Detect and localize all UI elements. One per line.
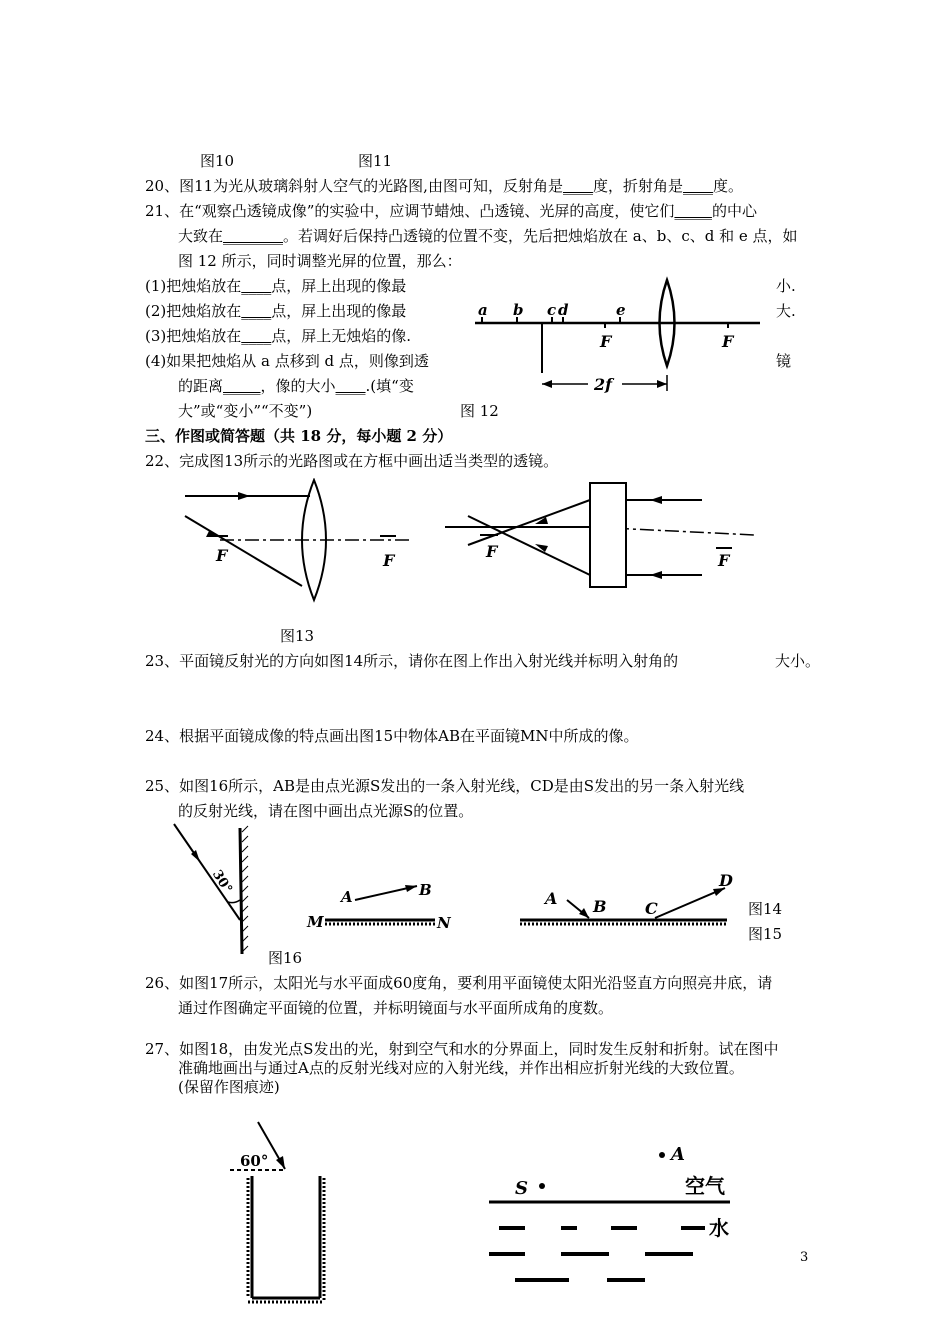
label-water: 水 [709, 1216, 729, 1240]
point-e: e [616, 301, 626, 319]
question-25-line1: 25、如图16所示，AB是由点光源S发出的一条入射光线，CD是由S发出的另一条入射光线 [145, 777, 745, 795]
q21-text: 。若调好后保持凸透镜的位置不变，先后把烛焰放在 a、b、c、d 和 e 点，如 [283, 227, 798, 245]
figure-16 [515, 868, 745, 930]
question-23-end: 大小。 [775, 652, 821, 670]
figure-13-right [440, 480, 760, 592]
q21-sub4-end: 镜 [776, 352, 792, 370]
focus-right: F [383, 551, 395, 570]
caption-fig15: 图15 [748, 925, 783, 943]
question-23: 23、平面镜反射光的方向如图14所示，请你在图上作出入射光线并标明入射角的 [145, 652, 679, 670]
q21-text: 21、在“观察凸透镜成像”的实验中，应调节蜡烛、凸透镜、光屏的高度，使它们 [145, 202, 675, 220]
q21-text: (3)把烛焰放在 [145, 327, 242, 345]
question-27-line1: 27、如图18，由发光点S发出的光，射到空气和水的分界面上，同时发生反射和折射。试在图中 [145, 1040, 779, 1058]
q20-blank-refraction[interactable]: ____ [682, 177, 713, 195]
question-21-line3: 图 12 所示，同时调整光屏的位置，那么： [178, 252, 462, 270]
focus-left: F [486, 542, 498, 561]
q21-text: 的中心 [711, 202, 757, 220]
q21-text: (2)把烛焰放在 [145, 302, 242, 320]
q21-text: 点，屏上出现的像最 [271, 277, 407, 295]
point-b: b [513, 301, 524, 319]
focus-right: F [718, 551, 730, 570]
label-d: D [719, 871, 733, 890]
focus-left: F [216, 546, 228, 565]
q21-sub4: (4)如果把烛焰从 a 点移到 d 点，则像到透 [145, 352, 429, 370]
angle-label: 60° [240, 1152, 269, 1170]
q21-sub2-end: 大. [776, 302, 796, 320]
angle-label: 30° [208, 867, 235, 897]
q21-text: 的距离 [178, 377, 224, 395]
section-3-heading: 三、作图或简答题（共 18 分，每小题 2 分） [145, 427, 453, 445]
q21-blank-line[interactable]: ________ [223, 227, 284, 245]
label-a: A [671, 1144, 685, 1165]
label-m: M [307, 913, 324, 931]
figure-14 [170, 820, 270, 960]
question-25-line2: 的反射光线，请在图中画出点光源S的位置。 [178, 802, 474, 820]
question-27-line3: (保留作图痕迹) [178, 1078, 280, 1096]
question-20 [145, 176, 743, 196]
label-n: N [437, 914, 451, 932]
point-a: a [478, 301, 488, 319]
q21-text: 点，屏上无烛焰的像. [271, 327, 412, 345]
q21-blank-4b[interactable]: ____ [335, 377, 366, 395]
label-s: S [515, 1178, 528, 1199]
caption-fig16: 图16 [268, 949, 303, 967]
figure-12 [470, 275, 770, 400]
q21-sub1 [145, 276, 406, 296]
q21-blank-2[interactable]: ____ [241, 302, 272, 320]
caption-fig14: 图14 [748, 900, 783, 918]
label-b: B [419, 881, 432, 899]
q21-text: 点，屏上出现的像最 [271, 302, 407, 320]
figure-18 [485, 1138, 745, 1288]
q21-text: ，像的大小 [260, 377, 336, 395]
label-a: A [545, 889, 558, 908]
q21-blank-4a[interactable]: _____ [223, 377, 261, 395]
q21-sub3 [145, 326, 411, 346]
figure-13-left [180, 478, 420, 603]
question-24: 24、根据平面镜成像的特点画出图15中物体AB在平面镜MN中所成的像。 [145, 727, 639, 745]
q20-text: 20、图11为光从玻璃斜射人空气的光路图,由图可知，反射角是 [145, 177, 563, 195]
q21-text: (1)把烛焰放在 [145, 277, 242, 295]
q21-text: 大致在 [178, 227, 224, 245]
caption-fig11: 图11 [358, 152, 393, 170]
caption-fig12: 图 12 [460, 402, 499, 420]
point-c: c [547, 301, 557, 319]
focus-left: F [600, 332, 612, 351]
q21-blank-center[interactable]: _____ [674, 202, 712, 220]
question-22: 22、完成图13所示的光路图或在方框中画出适当类型的透镜。 [145, 452, 559, 470]
question-26-line1: 26、如图17所示，太阳光与水平面成60度角，要利用平面镜使太阳光沿竖直方向照亮井底，请 [145, 974, 773, 992]
q21-sub4-line2 [178, 376, 414, 396]
point-d: d [558, 301, 569, 319]
q21-sub4-line3: 大”或“变小”“不变”) [178, 402, 313, 420]
q21-text: .(填“变 [365, 377, 414, 395]
label-air: 空气 [685, 1174, 725, 1198]
q21-sub2 [145, 301, 406, 321]
question-21-line2 [178, 226, 798, 246]
q21-sub1-end: 小. [776, 277, 796, 295]
figure-15 [305, 880, 465, 935]
page-number: 3 [800, 1250, 809, 1265]
q20-text2: 度，折射角是 [592, 177, 683, 195]
caption-fig13: 图13 [280, 627, 315, 645]
two-f-label: 2f [594, 375, 613, 394]
q20-text3: 度。 [712, 177, 743, 195]
q21-blank-1[interactable]: ____ [241, 277, 272, 295]
label-b: B [593, 897, 607, 916]
focus-right: F [722, 332, 734, 351]
caption-fig10: 图10 [200, 152, 235, 170]
label-a: A [341, 888, 353, 906]
figure-17 [228, 1118, 338, 1318]
question-21-line1 [145, 201, 757, 221]
q21-blank-3[interactable]: ____ [241, 327, 272, 345]
question-27-line2: 准确地画出与通过A点的反射光线对应的入射光线，并作出相应折射光线的大致位置。 [178, 1059, 744, 1077]
question-26-line2: 通过作图确定平面镜的位置，并标明镜面与水平面所成角的度数。 [178, 999, 614, 1017]
q20-blank-reflection[interactable]: ____ [562, 177, 593, 195]
label-c: C [645, 899, 658, 918]
